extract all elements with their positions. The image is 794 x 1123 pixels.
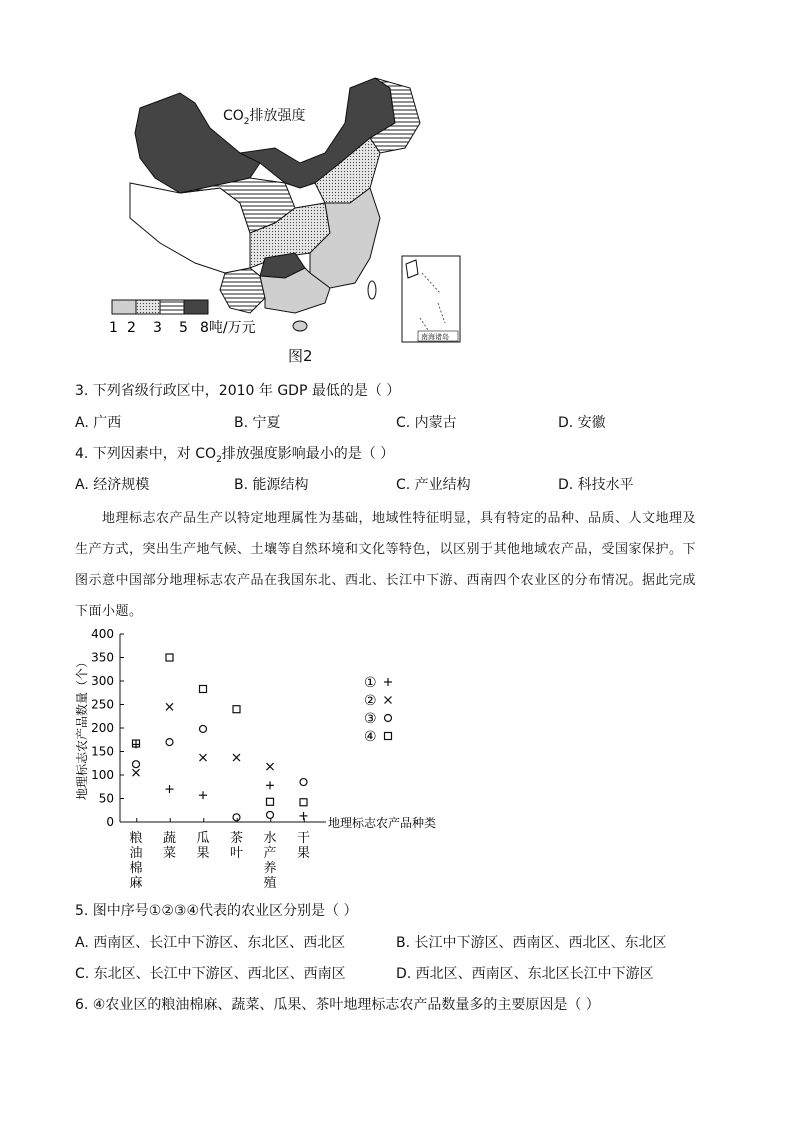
q4-option-c[interactable]: C. 产业结构 bbox=[396, 477, 471, 493]
x-tick-label: 茶 bbox=[229, 831, 244, 846]
x-tick-label: 叶 bbox=[229, 846, 244, 861]
data-point-series-2 bbox=[267, 763, 274, 770]
x-tick-label: 蔬 bbox=[162, 831, 177, 846]
x-tick-label: 干 bbox=[296, 831, 311, 846]
map-title: $CO_2$排放强度 bbox=[223, 108, 306, 127]
y-tick-label: 0 bbox=[106, 815, 114, 829]
y-tick-label: 150 bbox=[91, 744, 114, 759]
data-point-series-4 bbox=[200, 685, 207, 692]
x-tick-label: 殖 bbox=[263, 876, 277, 891]
q5-option-a[interactable]: A. 西南区、长江中下游区、东北区、西北区 bbox=[75, 935, 346, 951]
passage-line-2: 生产方式，突出生产地气候、土壤等自然环境和文化等特色，以区别于其他地域农产品，受国家保护。下 bbox=[75, 542, 697, 557]
y-tick-label: 200 bbox=[91, 721, 114, 735]
legend-marker-series-4 bbox=[385, 733, 392, 740]
data-point-series-3 bbox=[200, 725, 207, 732]
passage-line-3: 图示意中国部分地理标志农产品在我国东北、西北、长江中下游、西南四个农业区的分布情况。据此完成 bbox=[75, 573, 697, 588]
y-tick-label: 250 bbox=[91, 697, 114, 712]
x-tick-label: 水 bbox=[263, 831, 277, 846]
legend-tick-2: 2 bbox=[127, 320, 136, 336]
legend-swatch-2 bbox=[136, 300, 160, 314]
data-point-series-4 bbox=[233, 706, 240, 713]
question-6-stem: 6. ④农业区的粮油棉麻、蔬菜、瓜果、茶叶地理标志农产品数量多的主要原因是（ ） bbox=[75, 997, 600, 1013]
legend-swatch-3 bbox=[160, 300, 184, 314]
passage-line-4: 下面小题。 bbox=[75, 604, 143, 619]
legend-marker-series-3 bbox=[385, 715, 392, 722]
legend-label: ① bbox=[364, 675, 377, 691]
x-tick-label: 果 bbox=[196, 846, 210, 861]
x-tick-label: 粮 bbox=[129, 831, 143, 846]
data-point-series-1 bbox=[300, 812, 308, 820]
legend-marker-series-1 bbox=[384, 678, 392, 686]
x-tick-label: 麻 bbox=[129, 876, 143, 891]
data-point-series-3 bbox=[267, 811, 274, 818]
passage-line-1: 地理标志农产品生产以特定地理属性为基础，地域性特征明显，具有特定的品种、品质、人文地理及 bbox=[102, 511, 697, 526]
legend-swatch-1 bbox=[112, 300, 136, 314]
q5-option-c[interactable]: C. 东北区、长江中下游区、西北区、西南区 bbox=[75, 966, 346, 982]
legend-label: ② bbox=[364, 693, 377, 709]
y-tick-label: 50 bbox=[98, 791, 114, 806]
q3-option-b[interactable]: B. 宁夏 bbox=[234, 415, 281, 431]
question-4-stem: 4. 下列因素中，对 $CO_2$排放强度影响最小的是（ ） bbox=[75, 446, 395, 465]
co2-intensity-map bbox=[100, 68, 470, 348]
x-tick-label: 油 bbox=[129, 846, 143, 861]
data-point-series-1 bbox=[199, 791, 207, 799]
data-point-series-2 bbox=[166, 703, 173, 710]
data-point-series-3 bbox=[133, 761, 140, 768]
map-region-yunnan bbox=[220, 268, 265, 313]
data-point-series-3 bbox=[233, 814, 240, 821]
q4-option-b[interactable]: B. 能源结构 bbox=[234, 477, 309, 493]
map-region-hainan bbox=[293, 321, 307, 331]
map-caption: 图2 bbox=[288, 347, 313, 365]
q3-option-a[interactable]: A. 广西 bbox=[75, 415, 122, 431]
y-tick-label: 300 bbox=[91, 674, 114, 688]
data-point-series-4 bbox=[300, 799, 307, 806]
y-tick-label: 400 bbox=[91, 627, 114, 641]
legend-marker-series-2 bbox=[385, 697, 392, 704]
data-point-series-4 bbox=[166, 654, 173, 661]
data-point-series-2 bbox=[200, 754, 207, 761]
q5-option-d[interactable]: D. 西北区、西南区、东北区长江中下游区 bbox=[396, 966, 654, 982]
x-tick-label: 果 bbox=[296, 846, 311, 861]
x-tick-label: 菜 bbox=[162, 846, 177, 861]
x-tick-label: 瓜 bbox=[196, 831, 210, 846]
question-5-stem: 5. 图中序号①②③④代表的农业区分别是（ ） bbox=[75, 903, 358, 919]
q4-option-a[interactable]: A. 经济规模 bbox=[75, 477, 150, 493]
data-point-series-3 bbox=[166, 739, 173, 746]
y-tick-label: 100 bbox=[91, 768, 114, 782]
legend-tick-1: 1 bbox=[109, 320, 118, 336]
map-region-taiwan bbox=[368, 281, 376, 299]
x-tick-label: 产 bbox=[263, 846, 277, 861]
q4-option-d[interactable]: D. 科技水平 bbox=[558, 477, 634, 493]
data-point-series-4 bbox=[267, 798, 274, 805]
legend-label: ③ bbox=[364, 711, 377, 727]
data-point-series-1 bbox=[166, 785, 174, 793]
q3-option-c[interactable]: C. 内蒙古 bbox=[396, 415, 457, 431]
data-point-series-3 bbox=[300, 779, 307, 786]
data-point-series-2 bbox=[233, 754, 240, 761]
x-tick-label: 棉 bbox=[129, 861, 143, 876]
q5-option-b[interactable]: B. 长江中下游区、西南区、西北区、东北区 bbox=[396, 935, 667, 951]
legend-swatch-4 bbox=[184, 300, 208, 314]
legend-tick-4: 5 bbox=[179, 320, 188, 336]
legend-tick-5: 8吨/万元 bbox=[200, 320, 256, 336]
legend-tick-3: 3 bbox=[153, 320, 162, 336]
data-point-series-1 bbox=[266, 781, 274, 789]
data-point-series-2 bbox=[133, 769, 140, 776]
inset-label: 南海诸岛 bbox=[421, 333, 449, 341]
x-axis-label: 地理标志农产品种类 bbox=[328, 816, 437, 830]
y-axis-label: 地理标志农产品数量（个） bbox=[75, 655, 89, 801]
x-tick-label: 养 bbox=[263, 861, 277, 876]
geo-product-scatter-chart bbox=[70, 620, 460, 895]
y-tick-label: 350 bbox=[91, 650, 114, 665]
q3-option-d[interactable]: D. 安徽 bbox=[558, 415, 606, 431]
question-3-stem: 3. 下列省级行政区中，2010 年 GDP 最低的是（ ） bbox=[75, 383, 401, 399]
legend-label: ④ bbox=[364, 729, 377, 745]
